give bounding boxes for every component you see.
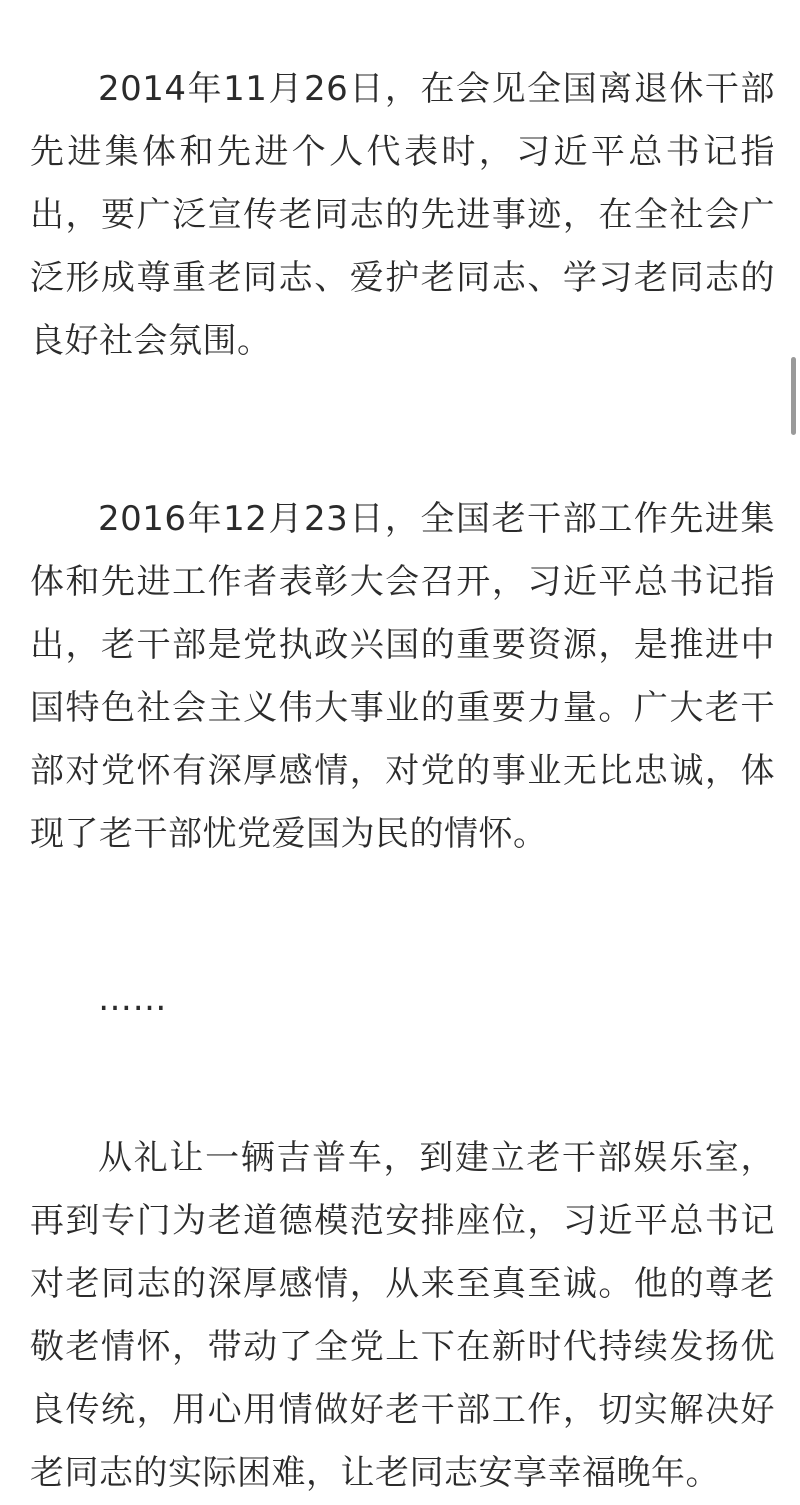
ellipsis-paragraph: …… [98, 979, 167, 1019]
article-body [30, 58, 775, 1505]
article-paragraph: 2016年12月23日，全国老干部工作先进集体和先进工作者表彰大会召开，习近平总书记指出，老干部是党执政兴国的重要资源，是推进中国特色社会主义伟大事业的重要力量。广大老干部对党怀有深厚感情，对党的事业无比忠诚，体现了老干部忧党爱国为民的情怀。 [30, 499, 775, 854]
scrollbar-thumb[interactable] [791, 357, 796, 435]
article-paragraph: 从礼让一辆吉普车，到建立老干部娱乐室，再到专门为老道德模范安排座位，习近平总书记对老同志的深厚感情，从来至真至诚。他的尊老敬老情怀，带动了全党上下在新时代持续发扬优良传统，用心用情做好老干部工作，切实解决好老同志的实际困难，让老同志安享幸福晚年。 [30, 1138, 775, 1493]
article-paragraph: 2014年11月26日，在会见全国离退休干部先进集体和先进个人代表时，习近平总书记指出，要广泛宣传老同志的先进事迹，在全社会广泛形成尊重老同志、爱护老同志、学习老同志的良好社会氛围。 [30, 69, 775, 361]
